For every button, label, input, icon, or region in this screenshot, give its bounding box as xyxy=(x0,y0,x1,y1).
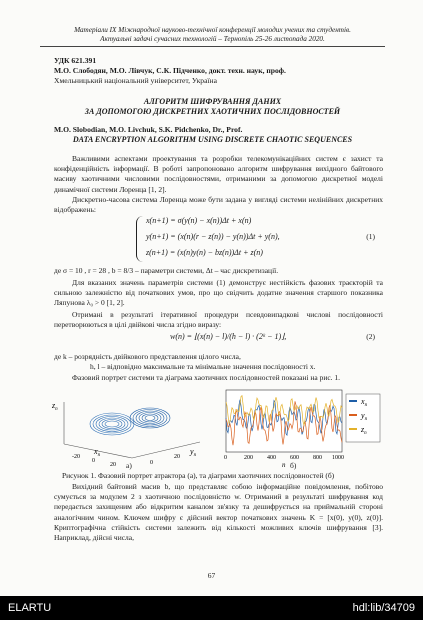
tick-x-1: -20 xyxy=(72,454,80,460)
legend-swatch-y xyxy=(349,414,357,416)
equation-1-row-z: z(n+1) = (x(n)y(n) − bz(n))Δt + z(n) xyxy=(146,248,263,257)
axis-z-label: $z_n$ xyxy=(52,401,58,412)
repository-footer xyxy=(0,596,423,620)
equation-2: w(n) = ⌊(x(n) − l)/(h − l) · (2ᵏ − 1)⌋, xyxy=(170,332,287,341)
figure-b-sequences xyxy=(214,388,382,468)
legend-label-x: $x_n$ xyxy=(361,397,368,408)
axis-x-label: $x_n$ xyxy=(94,447,101,458)
authors-ua: М.О. Слободян, М.О. Лівчук, С.К. Підченко, докт. техн. наук, проф. xyxy=(54,66,286,75)
tick-x-3: 20 xyxy=(110,462,116,468)
university: Хмельницький національний університет, Україна xyxy=(54,76,217,85)
system-brace xyxy=(136,216,143,262)
title-ua-line-1: АЛГОРИТМ ШИФРУВАННЯ ДАНИХ xyxy=(143,97,282,106)
paragraph-lorenz: Дискретно-часова система Лоренца може бути задана у вигляді системи нелінійних дискретних відображень: xyxy=(54,195,383,215)
authors-en: M.O. Slobodian, M.O. Livchuk, S.K. Pidchenko, Dr., Prof. xyxy=(54,125,243,134)
header-line-1: Матеріали ІХ Міжнародної науково-технічної конференції молодих учених та студентів. xyxy=(74,26,351,34)
handle-link[interactable]: hdl:lib/34709 xyxy=(352,602,415,614)
axis-n-label: n xyxy=(282,461,286,468)
header-line-2: Актуальні задачі сучасних технологій – Тернопіль 25-26 листопада 2020. xyxy=(100,35,325,43)
equation-2-number: (2) xyxy=(366,332,375,341)
title-en: DATA ENCRYPTION ALGORITHM USING DISCRETE CHAOTIC SEQUENCES xyxy=(72,135,353,144)
definition-hl: h, l – відповідно максимальне та мінімальне значення послідовності x. xyxy=(90,362,316,371)
legend-label-z: $z_n$ xyxy=(361,425,367,436)
tick-n-400: 400 xyxy=(267,455,276,461)
header-rule xyxy=(40,46,385,47)
tick-y-1: 0 xyxy=(150,460,153,466)
tick-n-1000: 1000 xyxy=(332,455,344,461)
attractor-right-lobe xyxy=(130,408,170,428)
legend-swatch-z xyxy=(349,428,357,430)
attractor-left-lobe xyxy=(90,413,134,435)
figure-b-label: б) xyxy=(290,461,297,470)
title-ua-line-2: ЗА ДОПОМОГОЮ ДИСКРЕТНИХ ХАОТИЧНИХ ПОСЛІДОВНОСТЕЙ xyxy=(84,107,341,116)
paragraph-figure-ref: Фазовий портрет системи та діаграма хаотичних послідовностей показані на рис. 1. xyxy=(72,373,341,382)
tick-x-2: 0 xyxy=(92,458,95,464)
system-parameters: де σ = 10 , r = 28 , b = 8/3 – параметри системи, Δt – час дискретизації. xyxy=(54,266,279,275)
tick-y-2: 20 xyxy=(174,454,180,460)
plot-frame xyxy=(226,390,342,452)
tick-n-200: 200 xyxy=(244,455,253,461)
equation-1-number: (1) xyxy=(366,232,375,241)
tick-n-0: 0 xyxy=(224,455,227,461)
repository-name: ELARTU xyxy=(8,602,52,614)
figure-caption: Рисунок 1. Фазовий портрет атрактора (а), та діаграми хаотичних послідовностей (б) xyxy=(62,471,335,480)
udk-code: УДК 621.391 xyxy=(54,56,97,65)
figure-a-phase-portrait xyxy=(50,392,210,468)
tick-n-600: 600 xyxy=(290,455,299,461)
tick-n-800: 800 xyxy=(313,455,322,461)
equation-1-row-x: x(n+1) = σ(y(n) − x(n))Δt + x(n) xyxy=(146,216,252,225)
equation-1-row-y: y(n+1) = (x(n)(r − z(n)) − y(n))Δt + y(n), xyxy=(146,232,280,241)
figure-a-label: а) xyxy=(126,461,132,470)
conference-header xyxy=(40,26,385,44)
page-number: 67 xyxy=(207,571,216,580)
definition-k: де k – розрядність двійкового представлення цілого числа, xyxy=(54,352,241,361)
axis-y-label: $y_n$ xyxy=(190,447,197,458)
paragraph-conversion: Отримані в результаті ітеративної процедури псевдовипадкові числові послідовності перетворюються в цілі двійкові числа згідно виразу: xyxy=(54,310,383,330)
paragraph-lyapunov: Для вказаних значень параметрів системи (1) демонструє нестійкість фазових траєкторій та сильною залежністю від початкових умов, про що свідчить додатне значення старшого показника Ляпунова λ₀ > 0 [1, 2]. xyxy=(54,278,383,308)
legend-swatch-x xyxy=(349,400,357,402)
title-ua xyxy=(40,97,385,117)
paragraph-encryption: Вихідний байтовий масив b, що представляє собою інформаційне повідомлення, побітово сумується за модулем 2 з хаотичною послідовністю w. Отриманий в результаті шифрування код передається захищеним або відкритим каналом зв'язку та дешифрується на приймальній стороні аналогічним чином. Ключем шифру є дійсний вектор початкових значень K = [x(0), y(0), z(0)]. Криптографічна стійкість системи залежить від кількості можливих ключів шифрування [3]. Наприклад, дійсні числа, xyxy=(54,482,383,543)
legend-label-y: $y_n$ xyxy=(361,411,368,422)
paragraph-intro: Важливими аспектами проектування та розробки телекомунікаційних систем є захист та конфіденційність інформації. В роботі запропоновано алгоритм шифрування вихідного байтового масиву хаотичними числовими послідовностями, отриманими за допомогою дискретної моделі динамічної системи Лоренца [1, 2]. xyxy=(54,154,383,194)
